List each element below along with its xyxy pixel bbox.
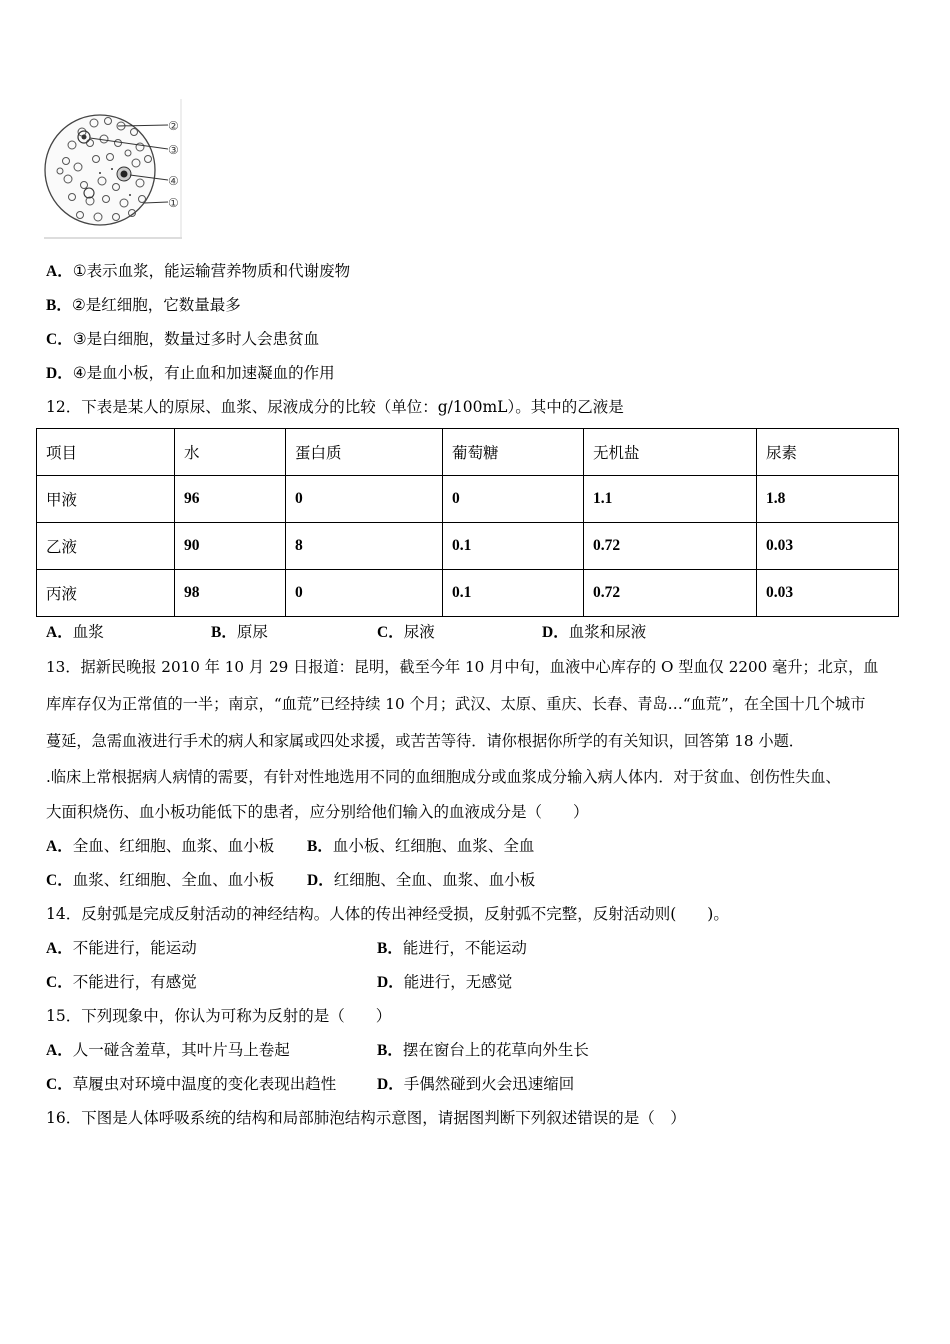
q12-stem: 12．下表是某人的原尿、血浆、尿液成分的比较（单位：g/100mL）。其中的乙液是 xyxy=(46,398,624,416)
q12-option-b: B．原尿 xyxy=(211,623,268,641)
table-row xyxy=(37,476,899,523)
q14-stem: 14．反射弧是完成反射活动的神经结构。人体的传出神经受损，反射弧不完整，反射活动则( )。 xyxy=(46,905,729,923)
table-header-row xyxy=(37,429,899,476)
q13-option-b: B．血小板、红细胞、血浆、全血 xyxy=(307,837,535,855)
label-2: ② xyxy=(168,119,179,133)
table-row-label: 乙液 xyxy=(37,523,175,570)
q13-option-a: A．全血、红细胞、血浆、血小板 xyxy=(46,837,275,855)
table-cell: 8 xyxy=(286,523,443,570)
table-cell: 0.03 xyxy=(757,570,899,617)
table-header-cell: 葡萄糖 xyxy=(443,429,584,476)
table-cell: 0.1 xyxy=(443,523,584,570)
table-cell: 0.72 xyxy=(584,570,757,617)
q13-stem-line-2: 库库存仅为正常值的一半；南京，“血荒”已经持续 10 个月；武汉、太原、重庆、长春、青岛…“血荒”，在全国十几个城市 xyxy=(46,695,866,713)
blood-smear-figure xyxy=(44,99,182,239)
q14-option-d: D．能进行，无感觉 xyxy=(377,973,513,991)
q14-option-c: C．不能进行，有感觉 xyxy=(46,973,197,991)
table-cell: 1.8 xyxy=(757,476,899,523)
table-header-cell: 无机盐 xyxy=(584,429,757,476)
q15-stem: 15．下列现象中，你认为可称为反射的是（ ） xyxy=(46,1007,392,1025)
q15-option-d: D．手偶然碰到火会迅速缩回 xyxy=(377,1075,575,1093)
table-header-cell: 蛋白质 xyxy=(286,429,443,476)
q12-option-c: C．尿液 xyxy=(377,623,435,641)
label-1: ① xyxy=(168,196,179,210)
q13-stem-line-3: 蔓延，急需血液进行手术的病人和家属或四处求援，或苦苦等待．请你根据你所学的有关知识，回答第 18 小题． xyxy=(46,732,804,750)
q16-stem: 16．下图是人体呼吸系统的结构和局部肺泡结构示意图，请据图判断下列叙述错误的是（ ） xyxy=(46,1109,686,1127)
table-header-cell: 水 xyxy=(175,429,286,476)
table-row-label: 丙液 xyxy=(37,570,175,617)
q11-option-a: A．①表示血浆，能运输营养物质和代谢废物 xyxy=(46,262,351,280)
table-cell: 0.1 xyxy=(443,570,584,617)
table-cell: 90 xyxy=(175,523,286,570)
q14-option-b: B．能进行，不能运动 xyxy=(377,939,527,957)
table-header-cell: 项目 xyxy=(37,429,175,476)
label-3: ③ xyxy=(168,143,179,157)
q15-option-b: B．摆在窗台上的花草向外生长 xyxy=(377,1041,589,1059)
label-4: ④ xyxy=(168,174,179,188)
table-cell: 0 xyxy=(443,476,584,523)
blood-smear-illustration xyxy=(44,99,182,239)
q13-option-d: D．红细胞、全血、血浆、血小板 xyxy=(307,871,536,889)
q13-stem-line-4: .临床上常根据病人病情的需要，有针对性地选用不同的血细胞成分或血浆成分输入病人体内．对于贫血、创伤性失血、 xyxy=(46,768,841,786)
composition-table xyxy=(36,428,899,617)
q13-option-c: C．血浆、红细胞、全血、血小板 xyxy=(46,871,275,889)
table-cell: 0 xyxy=(286,476,443,523)
q12-option-a: A．血浆 xyxy=(46,623,104,641)
table-row xyxy=(37,570,899,617)
table-cell: 98 xyxy=(175,570,286,617)
q12-option-d: D．血浆和尿液 xyxy=(542,623,647,641)
q11-option-b: B．②是红细胞，它数量最多 xyxy=(46,296,241,314)
q13-stem-line-5: 大面积烧伤、血小板功能低下的患者，应分别给他们输入的血液成分是（ ） xyxy=(46,803,589,821)
q13-stem-line-1: 13．据新民晚报 2010 年 10 月 29 日报道：昆明，截至今年 10 月中旬，血液中心库存的 O 型血仅 2200 毫升；北京，血 xyxy=(46,658,879,676)
table-cell: 0.03 xyxy=(757,523,899,570)
q11-option-d: D．④是血小板，有止血和加速凝血的作用 xyxy=(46,364,335,382)
table-cell: 0.72 xyxy=(584,523,757,570)
q14-option-a: A．不能进行，能运动 xyxy=(46,939,197,957)
table-row xyxy=(37,523,899,570)
table-cell: 0 xyxy=(286,570,443,617)
table-cell: 1.1 xyxy=(584,476,757,523)
table-cell: 96 xyxy=(175,476,286,523)
q11-option-c: C．③是白细胞，数量过多时人会患贫血 xyxy=(46,330,320,348)
q15-option-a: A．人一碰含羞草，其叶片马上卷起 xyxy=(46,1041,290,1059)
table-header-cell: 尿素 xyxy=(757,429,899,476)
table-row-label: 甲液 xyxy=(37,476,175,523)
q15-option-c: C．草履虫对环境中温度的变化表现出趋性 xyxy=(46,1075,337,1093)
